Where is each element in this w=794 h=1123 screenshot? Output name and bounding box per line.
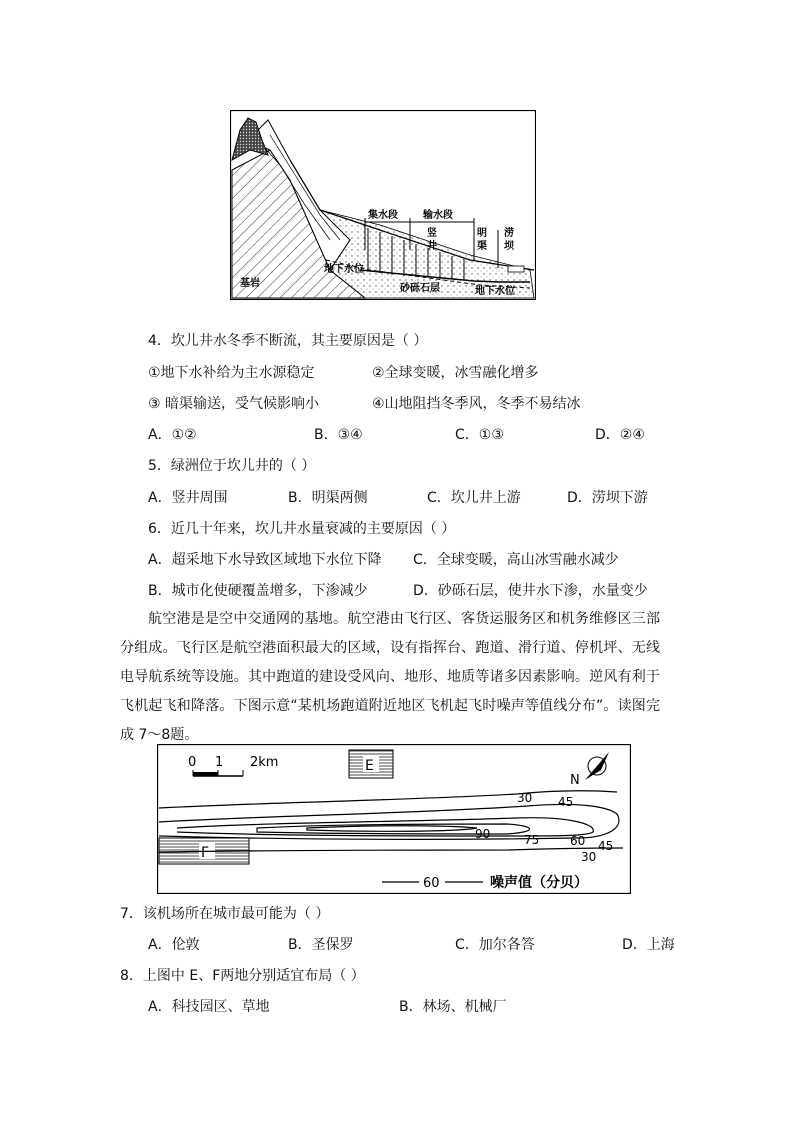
label-shushuiduan: 输水段 [423,210,453,221]
q8-stem: 8．上图中 E、F两地分别适宜布局（ ） [120,968,365,984]
q6-option-d[interactable]: D．砂砾石层，使井水下渗，水量变少 [413,583,648,599]
q5-option-d[interactable]: D．涝坝下游 [567,490,648,506]
q4-stem: 4．坎儿井水冬季不断流，其主要原因是（ ） [148,333,428,349]
scale-label-0: 0 [188,755,197,770]
q4-statement-2: ②全球变暖，冰雪融化增多 [372,365,539,381]
contour-45-top: 45 [558,795,574,809]
q7-option-d[interactable]: D．上海 [622,937,675,953]
label-laoba-2: 坝 [504,241,514,252]
label-gravel-layer: 砂砾石层 [400,283,440,294]
legend-label: 噪声值（分贝） [490,875,588,891]
label-shujing-1: 竖 [427,228,437,239]
noise-contour-map [157,744,631,894]
q6-stem: 6．近几十年来，坎儿井水量衰减的主要原因（ ） [148,521,456,537]
contour-30-bottom: 30 [581,850,597,864]
q5-stem: 5．绿洲位于坎儿井的（ ） [148,458,316,474]
q7-option-b[interactable]: B．圣保罗 [288,937,354,953]
airport-passage: 航空港是是空中交通网的基地。航空港由飞行区、客货运服务区和机务维修区三部分组成。飞行区是航空港面积最大的区域，设有指挥台、跑道、滑行道、停机坪、无线电导航系统等设施。其中跑道的建设受风向、地形、地质等诸多因素影响。逆风有利于飞机起飞和降落。下图示意“某机场跑道附近地区飞机起飞时噪声等值线分布”。读图完成 7～8题。 [120,611,660,743]
contour-60: 60 [570,834,586,848]
q5-option-c[interactable]: C．坎儿井上游 [427,490,521,506]
q4-option-a[interactable]: A．①② [148,427,197,443]
label-f: F [201,845,210,861]
label-e: E [365,758,374,774]
legend-sample-value: 60 [423,876,440,891]
north-label: N [570,773,580,788]
label-shujing-2: 井 [427,241,437,252]
q5-option-b[interactable]: B．明渠两侧 [288,490,368,506]
q6-option-b[interactable]: B．城市化使硬覆盖增多，下渗减少 [148,583,368,599]
label-mingqu-1: 明 [477,228,487,239]
q4-statement-1: ①地下水补给为主水源稳定 [148,365,315,381]
q4-statement-3: ③ 暗渠输送，受气候影响小 [148,396,320,412]
contour-30-top: 30 [517,791,533,805]
contour-45-bottom: 45 [598,839,614,853]
q7-stem: 7．该机场所在城市最可能为（ ） [120,906,330,922]
scale-label-1: 1 [215,755,224,770]
q4-option-d[interactable]: D．②④ [595,427,645,443]
q7-option-a[interactable]: A．伦敦 [148,937,200,953]
q4-option-c[interactable]: C．①③ [455,427,504,443]
q4-statement-4: ④山地阻挡冬季风，冬季不易结冰 [372,396,581,412]
label-water-table-right: 地下水位 [475,286,515,297]
q5-option-a[interactable]: A．竖井周围 [148,490,228,506]
label-mingqu-2: 渠 [477,241,487,252]
q8-option-b[interactable]: B．林场、机械厂 [399,999,507,1015]
q4-option-b[interactable]: B．③④ [314,427,363,443]
q8-option-a[interactable]: A．科技园区、草地 [148,999,270,1015]
label-water-table-left: 地下水位 [324,264,364,275]
label-bedrock: 基岩 [240,278,260,289]
q6-option-a[interactable]: A．超采地下水导致区域地下水位下降 [148,552,382,568]
q6-option-c[interactable]: C．全球变暖，高山冰雪融水减少 [413,552,619,568]
contour-90: 90 [475,827,491,841]
label-laoba-1: 涝 [504,228,514,239]
scale-label-2km: 2km [250,755,279,770]
contour-75: 75 [524,833,540,847]
q7-option-c[interactable]: C．加尔各答 [455,937,535,953]
karez-diagram [230,110,536,300]
label-jishuiduan: 集水段 [368,210,398,221]
